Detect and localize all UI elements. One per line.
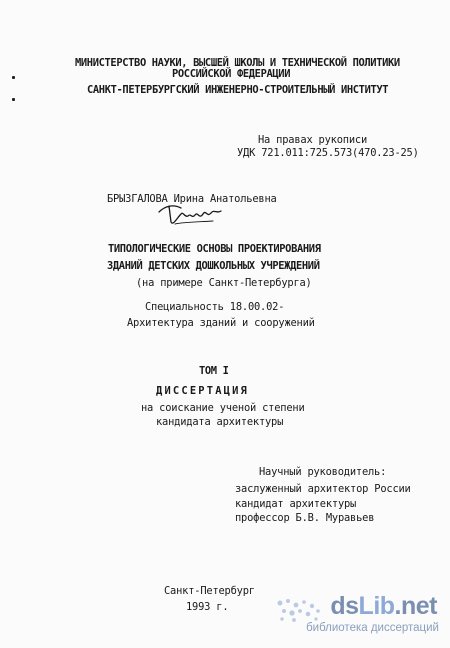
logo-ds: ds xyxy=(330,592,359,620)
dots-logo-icon xyxy=(274,597,326,623)
header-institute: САНКТ-ПЕТЕРБУРГСКИЙ ИНЖЕНЕРНО-СТРОИТЕЛЬНЫЙ ИНСТИТУТ xyxy=(87,84,389,96)
supervisor-heading: Научный руководитель: xyxy=(259,466,387,478)
handwritten-signature-icon xyxy=(155,196,227,230)
supervisor-degree: кандидат архитектуры xyxy=(235,498,357,510)
dslib-watermark xyxy=(270,593,445,639)
degree-line-2: кандидата архитектуры xyxy=(156,416,284,428)
margin-mark xyxy=(12,98,15,101)
footer-year: 1993 г. xyxy=(186,601,229,613)
rights-notice: На правах рукописи xyxy=(258,134,368,146)
supervisor-title: заслуженный архитектор России xyxy=(235,483,411,495)
header-federation: РОССИЙСКОЙ ФЕДЕРАЦИИ xyxy=(172,68,291,80)
logo-lib: Lib xyxy=(358,592,395,620)
margin-mark xyxy=(12,76,15,79)
title-line-2: ЗДАНИЙ ДЕТСКИХ ДОШКОЛЬНЫХ УЧРЕЖДЕНИЙ xyxy=(107,260,320,272)
dslib-caption: библиотека диссертаций xyxy=(306,622,439,634)
title-line-1: ТИПОЛОГИЧЕСКИЕ ОСНОВЫ ПРОЕКТИРОВАНИЯ xyxy=(108,243,321,255)
specialty-name: Архитектура зданий и сооружений xyxy=(127,317,315,329)
specialty-code: Специальность 18.00.02- xyxy=(145,301,285,313)
title-line-3: (на примере Санкт-Петербурга) xyxy=(136,277,312,289)
dissertation-heading: ДИССЕРТАЦИЯ xyxy=(156,385,250,397)
supervisor-name: профессор Б.В. Муравьев xyxy=(235,512,375,524)
degree-line-1: на соискание ученой степени xyxy=(141,402,305,414)
dslib-logo xyxy=(330,593,437,619)
header-ministry: МИНИСТЕРСТВО НАУКИ, ВЫСШЕЙ ШКОЛЫ И ТЕХНИЧЕСКОЙ ПОЛИТИКИ xyxy=(75,57,400,69)
footer-city: Санкт-Петербург xyxy=(164,585,255,597)
udk-code: УДК 721.011:725.573(470.23-25) xyxy=(237,147,419,159)
logo-tld: .net xyxy=(394,592,437,620)
volume-label: ТОМ I xyxy=(199,365,229,377)
author-name: БРЫЗГАЛОВА Ирина Анатольевна xyxy=(107,193,277,205)
